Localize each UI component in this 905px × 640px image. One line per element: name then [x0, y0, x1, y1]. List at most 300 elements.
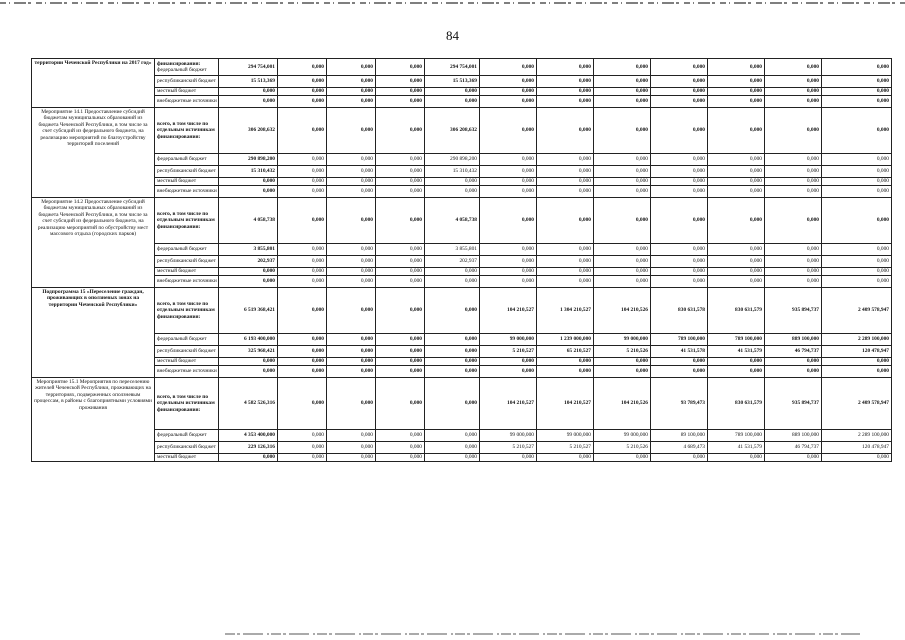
table-row	[32, 96, 892, 108]
value-cell: 0,000	[278, 244, 327, 256]
budget-table-container	[31, 58, 891, 462]
value-cell: 104 210,526	[594, 378, 651, 430]
value-cell: 0,000	[708, 276, 765, 288]
value-cell: 0,000	[425, 430, 480, 442]
value-cell: 0,000	[822, 178, 892, 186]
value-cell: 0,000	[537, 198, 594, 244]
value-cell: 0,000	[708, 358, 765, 366]
value-cell: 0,000	[376, 288, 425, 334]
value-cell: 0,000	[278, 76, 327, 88]
value-cell: 1 239 000,000	[537, 334, 594, 346]
value-cell: 0,000	[651, 454, 708, 462]
funding-source-cell: местный бюджет	[155, 268, 219, 276]
value-cell: 0,000	[376, 366, 425, 378]
value-cell: 0,000	[278, 346, 327, 358]
value-cell: 0,000	[327, 198, 376, 244]
value-cell: 2 289 100,000	[822, 430, 892, 442]
funding-source-cell: всего, в том числе по отдельным источникам финансирования:	[155, 378, 219, 430]
value-cell: 0,000	[594, 186, 651, 198]
value-cell: 0,000	[376, 186, 425, 198]
value-cell: 0,000	[594, 88, 651, 96]
value-cell: 0,000	[594, 154, 651, 166]
value-cell: 0,000	[480, 454, 537, 462]
value-cell: 0,000	[708, 88, 765, 96]
value-cell: 789 100,000	[708, 430, 765, 442]
value-cell: 0,000	[480, 166, 537, 178]
value-cell: 0,000	[425, 378, 480, 430]
value-cell: 0,000	[219, 366, 278, 378]
value-cell: 0,000	[278, 178, 327, 186]
scan-noise-top	[0, 0, 905, 6]
value-cell: 99 000,000	[594, 334, 651, 346]
value-cell: 0,000	[765, 186, 822, 198]
value-cell: 0,000	[480, 256, 537, 268]
value-cell: 935 894,737	[765, 288, 822, 334]
value-cell: 120 478,947	[822, 346, 892, 358]
value-cell: 0,000	[708, 186, 765, 198]
value-cell: 0,000	[425, 288, 480, 334]
value-cell: 3 855,801	[425, 244, 480, 256]
value-cell: 0,000	[765, 76, 822, 88]
value-cell: 15 310,432	[219, 166, 278, 178]
value-cell: 0,000	[822, 88, 892, 96]
funding-source-cell: местный бюджет	[155, 454, 219, 462]
value-cell: 0,000	[708, 256, 765, 268]
value-cell: 0,000	[376, 96, 425, 108]
value-cell: 0,000	[278, 366, 327, 378]
value-cell: 5 210,527	[480, 346, 537, 358]
value-cell: 0,000	[327, 442, 376, 454]
value-cell: 0,000	[278, 154, 327, 166]
value-cell: 0,000	[537, 154, 594, 166]
value-cell: 4 058,738	[219, 198, 278, 244]
value-cell: 0,000	[822, 166, 892, 178]
value-cell: 0,000	[822, 366, 892, 378]
value-cell: 0,000	[651, 244, 708, 256]
funding-source-cell: федеральный бюджет	[155, 430, 219, 442]
value-cell: 65 210,527	[537, 346, 594, 358]
value-cell: 0,000	[480, 88, 537, 96]
value-cell: 0,000	[651, 358, 708, 366]
value-cell: 0,000	[376, 378, 425, 430]
value-cell: 0,000	[327, 178, 376, 186]
value-cell: 0,000	[594, 256, 651, 268]
value-cell: 0,000	[425, 442, 480, 454]
value-cell: 0,000	[822, 256, 892, 268]
value-cell: 0,000	[376, 268, 425, 276]
value-cell: 306 208,632	[219, 108, 278, 154]
funding-source-cell: республиканский бюджет	[155, 166, 219, 178]
value-cell: 0,000	[425, 96, 480, 108]
value-cell: 0,000	[765, 154, 822, 166]
value-cell: 0,000	[480, 366, 537, 378]
value-cell: 294 754,001	[219, 59, 278, 76]
table-row	[32, 358, 892, 366]
value-cell: 0,000	[425, 178, 480, 186]
value-cell: 0,000	[822, 59, 892, 76]
table-row	[32, 244, 892, 256]
value-cell: 0,000	[537, 256, 594, 268]
funding-source-cell: республиканский бюджет	[155, 442, 219, 454]
value-cell: 0,000	[425, 88, 480, 96]
table-row	[32, 186, 892, 198]
value-cell: 0,000	[651, 88, 708, 96]
value-cell: 0,000	[327, 378, 376, 430]
value-cell: 0,000	[537, 454, 594, 462]
measure-title-cell: территории Чеченской Республики на 2017 год»	[32, 59, 155, 108]
value-cell: 0,000	[278, 96, 327, 108]
value-cell: 0,000	[822, 154, 892, 166]
value-cell: 0,000	[480, 186, 537, 198]
value-cell: 0,000	[219, 88, 278, 96]
value-cell: 0,000	[376, 244, 425, 256]
table-row	[32, 76, 892, 88]
table-row	[32, 166, 892, 178]
value-cell: 0,000	[219, 96, 278, 108]
value-cell: 0,000	[651, 154, 708, 166]
value-cell: 0,000	[537, 244, 594, 256]
value-cell: 0,000	[765, 256, 822, 268]
value-cell: 0,000	[822, 96, 892, 108]
value-cell: 290 898,200	[219, 154, 278, 166]
scan-noise-bottom	[0, 628, 905, 640]
value-cell: 0,000	[327, 268, 376, 276]
value-cell: 0,000	[765, 244, 822, 256]
table-row	[32, 366, 892, 378]
table-row	[32, 198, 892, 244]
value-cell: 0,000	[594, 96, 651, 108]
value-cell: 0,000	[425, 186, 480, 198]
value-cell: 0,000	[327, 366, 376, 378]
value-cell: 325 968,421	[219, 346, 278, 358]
value-cell: 0,000	[708, 268, 765, 276]
value-cell: 0,000	[278, 454, 327, 462]
value-cell: 0,000	[594, 244, 651, 256]
table-row	[32, 88, 892, 96]
value-cell: 89 100,000	[651, 430, 708, 442]
value-cell: 0,000	[651, 256, 708, 268]
table-row	[32, 288, 892, 334]
value-cell: 4 058,738	[425, 198, 480, 244]
budget-table	[31, 58, 892, 462]
value-cell: 0,000	[327, 166, 376, 178]
funding-source-cell: федеральный бюджет	[155, 244, 219, 256]
value-cell: 0,000	[327, 96, 376, 108]
value-cell: 0,000	[425, 346, 480, 358]
funding-source-cell: всего, в том числе по отдельным источникам финансирования:	[155, 198, 219, 244]
value-cell: 0,000	[278, 268, 327, 276]
value-cell: 0,000	[376, 454, 425, 462]
value-cell: 0,000	[425, 268, 480, 276]
value-cell: 0,000	[765, 166, 822, 178]
value-cell: 0,000	[376, 166, 425, 178]
value-cell: 0,000	[594, 198, 651, 244]
value-cell: 4 353 400,000	[219, 430, 278, 442]
value-cell: 0,000	[278, 88, 327, 96]
value-cell: 3 855,801	[219, 244, 278, 256]
table-row	[32, 276, 892, 288]
value-cell: 104 210,527	[480, 288, 537, 334]
value-cell: 104 210,527	[537, 378, 594, 430]
value-cell: 0,000	[278, 59, 327, 76]
value-cell: 5 210,527	[480, 442, 537, 454]
value-cell: 0,000	[327, 256, 376, 268]
value-cell: 0,000	[594, 366, 651, 378]
table-row	[32, 442, 892, 454]
value-cell: 0,000	[594, 268, 651, 276]
value-cell: 0,000	[708, 166, 765, 178]
value-cell: 0,000	[480, 59, 537, 76]
value-cell: 0,000	[651, 366, 708, 378]
value-cell: 0,000	[278, 276, 327, 288]
value-cell: 0,000	[708, 178, 765, 186]
funding-source-label: федеральный бюджет	[157, 67, 207, 73]
value-cell: 0,000	[327, 88, 376, 96]
value-cell: 0,000	[765, 198, 822, 244]
value-cell: 41 531,579	[708, 346, 765, 358]
value-cell: 830 631,578	[651, 288, 708, 334]
value-cell: 0,000	[327, 276, 376, 288]
funding-source-cell: федеральный бюджет	[155, 154, 219, 166]
value-cell: 0,000	[376, 59, 425, 76]
value-cell: 306 208,632	[425, 108, 480, 154]
value-cell: 294 754,001	[425, 59, 480, 76]
table-body	[32, 59, 892, 462]
value-cell: 0,000	[327, 186, 376, 198]
value-cell: 41 531,578	[651, 346, 708, 358]
funding-source-cell: республиканский бюджет	[155, 346, 219, 358]
value-cell: 104 210,527	[480, 378, 537, 430]
value-cell: 0,000	[425, 334, 480, 346]
value-cell: 229 126,316	[219, 442, 278, 454]
value-cell: 0,000	[480, 108, 537, 154]
funding-source-cell: федеральный бюджет	[155, 334, 219, 346]
value-cell: 0,000	[327, 288, 376, 334]
value-cell: 0,000	[537, 358, 594, 366]
value-cell: 0,000	[765, 268, 822, 276]
value-cell: 0,000	[376, 346, 425, 358]
value-cell: 0,000	[480, 178, 537, 186]
value-cell: 0,000	[822, 454, 892, 462]
value-cell: 15 513,369	[219, 76, 278, 88]
value-cell: 0,000	[651, 166, 708, 178]
value-cell: 0,000	[327, 108, 376, 154]
value-cell: 889 100,000	[765, 430, 822, 442]
value-cell: 0,000	[765, 358, 822, 366]
value-cell: 0,000	[822, 108, 892, 154]
value-cell: 0,000	[765, 96, 822, 108]
table-row	[32, 378, 892, 430]
value-cell: 99 000,000	[480, 430, 537, 442]
value-cell: 5 210,527	[537, 442, 594, 454]
value-cell: 0,000	[327, 430, 376, 442]
funding-source-cell: местный бюджет	[155, 88, 219, 96]
value-cell: 0,000	[594, 108, 651, 154]
value-cell: 0,000	[594, 178, 651, 186]
value-cell: 15 310,432	[425, 166, 480, 178]
value-cell: 0,000	[822, 268, 892, 276]
value-cell: 104 210,526	[594, 288, 651, 334]
value-cell: 41 531,579	[708, 442, 765, 454]
value-cell: 0,000	[376, 88, 425, 96]
value-cell: 0,000	[537, 178, 594, 186]
value-cell: 0,000	[651, 76, 708, 88]
value-cell: 0,000	[537, 186, 594, 198]
funding-source-continued: финансирования:	[157, 60, 201, 67]
value-cell: 0,000	[425, 358, 480, 366]
value-cell: 0,000	[425, 454, 480, 462]
value-cell: 0,000	[708, 108, 765, 154]
value-cell: 789 100,000	[651, 334, 708, 346]
value-cell: 0,000	[327, 244, 376, 256]
value-cell: 0,000	[537, 88, 594, 96]
measure-title-cell: Мероприятие 14.2 Предоставление субсидий бюджетам муниципальных образований из бюджета Чеченской Республики, в том числе за счет субсидий из федерального бюджета, на реализацию мероприятий по обустройству мест массового отдыха (городских парков)	[32, 198, 155, 288]
value-cell: 0,000	[480, 198, 537, 244]
value-cell: 93 789,473	[651, 378, 708, 430]
value-cell: 0,000	[537, 268, 594, 276]
funding-source-cell: всего, в том числе по отдельным источникам финансирования:	[155, 108, 219, 154]
value-cell: 6 519 368,421	[219, 288, 278, 334]
value-cell: 99 000,000	[480, 334, 537, 346]
table-row	[32, 454, 892, 462]
value-cell: 830 631,579	[708, 378, 765, 430]
value-cell: 0,000	[278, 166, 327, 178]
value-cell: 0,000	[327, 334, 376, 346]
funding-source-cell: местный бюджет	[155, 358, 219, 366]
value-cell: 789 100,000	[708, 334, 765, 346]
value-cell: 0,000	[480, 358, 537, 366]
value-cell: 0,000	[278, 256, 327, 268]
value-cell: 0,000	[537, 59, 594, 76]
value-cell: 0,000	[708, 454, 765, 462]
value-cell: 0,000	[822, 276, 892, 288]
value-cell: 0,000	[765, 366, 822, 378]
value-cell: 0,000	[651, 186, 708, 198]
value-cell: 46 794,737	[765, 442, 822, 454]
value-cell: 290 898,200	[425, 154, 480, 166]
value-cell: 0,000	[219, 454, 278, 462]
value-cell: 0,000	[219, 268, 278, 276]
value-cell: 0,000	[651, 96, 708, 108]
value-cell: 0,000	[765, 59, 822, 76]
value-cell: 0,000	[219, 178, 278, 186]
value-cell: 0,000	[537, 166, 594, 178]
value-cell: 0,000	[278, 198, 327, 244]
value-cell: 2 289 100,000	[822, 334, 892, 346]
value-cell: 0,000	[651, 198, 708, 244]
value-cell: 0,000	[708, 76, 765, 88]
value-cell: 0,000	[537, 366, 594, 378]
value-cell: 0,000	[376, 276, 425, 288]
value-cell: 0,000	[278, 186, 327, 198]
measure-title-cell: Подпрограмма 15 «Переселение граждан, проживающих в оползневых зонах на территории Чеченской Республики»	[32, 288, 155, 378]
value-cell: 0,000	[651, 276, 708, 288]
value-cell: 0,000	[219, 276, 278, 288]
value-cell: 0,000	[594, 454, 651, 462]
value-cell: 0,000	[822, 198, 892, 244]
table-row	[32, 256, 892, 268]
funding-source-cell: республиканский бюджет	[155, 256, 219, 268]
value-cell: 830 631,579	[708, 288, 765, 334]
value-cell: 0,000	[594, 166, 651, 178]
value-cell: 0,000	[594, 59, 651, 76]
value-cell: 0,000	[327, 59, 376, 76]
value-cell: 0,000	[594, 276, 651, 288]
value-cell: 0,000	[376, 430, 425, 442]
value-cell: 0,000	[376, 442, 425, 454]
value-cell: 0,000	[651, 108, 708, 154]
value-cell: 0,000	[480, 154, 537, 166]
value-cell: 0,000	[480, 76, 537, 88]
value-cell: 0,000	[219, 186, 278, 198]
value-cell: 0,000	[708, 59, 765, 76]
value-cell: 0,000	[327, 358, 376, 366]
value-cell: 0,000	[278, 288, 327, 334]
value-cell: 15 513,369	[425, 76, 480, 88]
value-cell: 0,000	[708, 154, 765, 166]
value-cell: 0,000	[594, 76, 651, 88]
value-cell: 2 409 578,947	[822, 378, 892, 430]
value-cell: 0,000	[708, 198, 765, 244]
value-cell: 0,000	[822, 358, 892, 366]
value-cell: 5 210,526	[594, 346, 651, 358]
table-row	[32, 178, 892, 186]
value-cell: 889 100,000	[765, 334, 822, 346]
value-cell: 202,937	[219, 256, 278, 268]
value-cell: 0,000	[480, 96, 537, 108]
value-cell: 0,000	[651, 178, 708, 186]
table-row	[32, 346, 892, 358]
funding-source-cell: местный бюджет	[155, 178, 219, 186]
value-cell: 0,000	[708, 244, 765, 256]
value-cell: 935 894,737	[765, 378, 822, 430]
value-cell: 0,000	[376, 198, 425, 244]
table-row	[32, 334, 892, 346]
value-cell: 0,000	[765, 178, 822, 186]
value-cell: 0,000	[594, 358, 651, 366]
value-cell: 2 409 578,947	[822, 288, 892, 334]
table-row	[32, 108, 892, 154]
funding-source-cell: всего, в том числе по отдельным источникам финансирования:	[155, 288, 219, 334]
funding-source-cell	[155, 59, 219, 76]
value-cell: 0,000	[651, 59, 708, 76]
funding-source-cell: республиканский бюджет	[155, 76, 219, 88]
value-cell: 0,000	[822, 76, 892, 88]
value-cell: 0,000	[376, 358, 425, 366]
value-cell: 0,000	[765, 454, 822, 462]
value-cell: 99 000,000	[537, 430, 594, 442]
value-cell: 0,000	[327, 454, 376, 462]
value-cell: 5 210,526	[594, 442, 651, 454]
table-row	[32, 154, 892, 166]
page-number: 84	[446, 28, 459, 43]
value-cell: 0,000	[278, 442, 327, 454]
value-cell: 0,000	[480, 244, 537, 256]
value-cell: 0,000	[425, 276, 480, 288]
value-cell: 0,000	[278, 378, 327, 430]
funding-source-cell: внебюджетные источники	[155, 366, 219, 378]
value-cell: 202,937	[425, 256, 480, 268]
value-cell: 0,000	[822, 186, 892, 198]
table-row	[32, 268, 892, 276]
value-cell: 0,000	[425, 366, 480, 378]
table-row	[32, 430, 892, 442]
value-cell: 0,000	[219, 358, 278, 366]
value-cell: 4 689,473	[651, 442, 708, 454]
value-cell: 0,000	[822, 244, 892, 256]
value-cell: 0,000	[278, 358, 327, 366]
value-cell: 0,000	[327, 154, 376, 166]
